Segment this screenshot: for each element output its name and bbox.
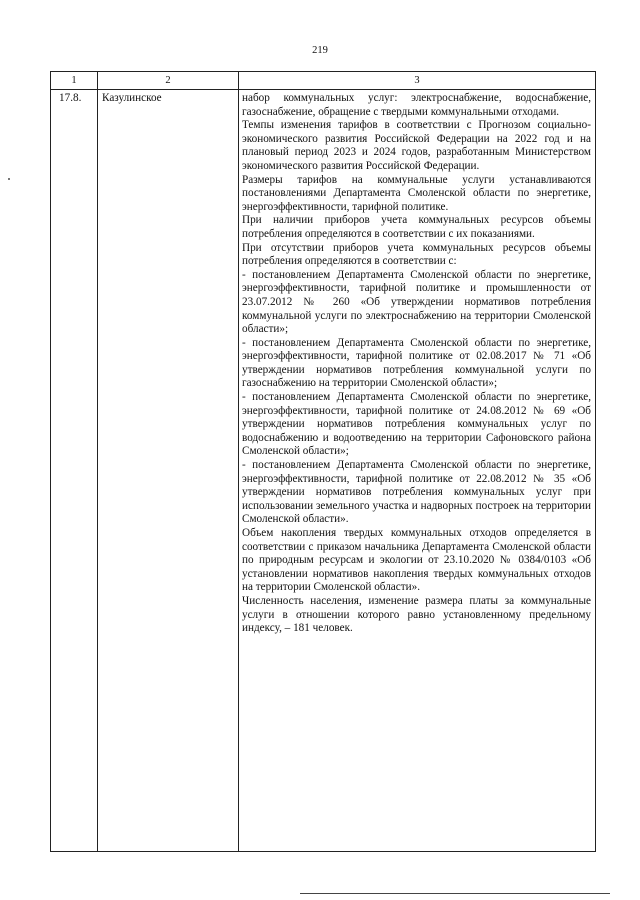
header-col-1: 1 [51,72,98,90]
header-col-3: 3 [239,72,596,90]
paragraph-tariff-rates: Темпы изменения тарифов в соответствии с Прогнозом социально-экономического развития Российской Федерации на 2022 год и на плановый период 2023 и 2024 годов, разработанным Министерством экономического развития Российской Федерации. [242,119,591,172]
scan-speck [8,178,10,180]
paragraph-meters-present: При наличии приборов учета коммунальных ресурсов объемы потребления определяются в соответствии с их показаниями. [242,214,591,240]
paragraph-waste-volume: Объем накопления твердых коммунальных отходов определяется в соответствии с приказом начальника Департамента Смоленской области по природным ресурсам и экологии от 23.10.2020 № 0384/0103 «Об установлении нормативов накопления твердых коммунальных отходов на территории Смоленской области». [242,527,591,594]
paragraph-tariff-sizes: Размеры тарифов на коммунальные услуги устанавливаются постановлениями Департамента Смоленской области по энергетике, энергоэффективности, тарифной политике. [242,173,591,213]
paragraph-services: набор коммунальных услуг: электроснабжение, водоснабжение, газоснабжение, обращение с твердыми коммунальными отходами. [242,92,591,118]
paragraph-resolution-gas: - постановлением Департамента Смоленской области по энергетике, энергоэффективности, тарифной политике от 02.08.2017 № 71 «Об утверждении нормативов потребления коммунальной услуги по газоснабжению на территории Смоленской области»; [242,336,591,390]
description-cell [239,90,596,852]
paragraph-resolution-land: - постановлением Департамента Смоленской области по энергетике, энергоэффективности, тарифной политике от 22.08.2012 № 35 «Об утверждении нормативов потребления коммунальных услуг при использовании земельного участка и надворных построек на территории Смоленской области». [242,459,591,526]
page-number: 219 [312,45,328,56]
settlement-name: Казулинское [98,90,239,852]
table-row [51,90,596,852]
scan-edge-line [300,893,610,894]
paragraph-population: Численность населения, изменение размера платы за коммунальные услуги в отношении которого равно установленному предельному индексу, – 181 человек. [242,594,591,635]
document-table [50,71,596,852]
paragraph-resolution-water: - постановлением Департамента Смоленской области по энергетике, энергоэффективности, тарифной политике от 24.08.2012 № 69 «Об утверждении нормативов потребления коммунальных услуг по водоснабжению и водоотведению на территории Сафоновского района Смоленской области»; [242,391,591,458]
paragraph-meters-absent: При отсутствии приборов учета коммунальных ресурсов объемы потребления определяются в соответствии с: [242,241,591,268]
row-number: 17.8. [51,90,98,852]
paragraph-resolution-electricity: - постановлением Департамента Смоленской области по энергетике, энергоэффективности, тарифной политике и промышленности от 23.07.2012 № 260 «Об утверждении нормативов потребления коммунальной услуги по электроснабжению на территории Смоленской области»; [242,268,591,336]
header-col-2: 2 [98,72,239,90]
table-header-row [51,72,596,90]
